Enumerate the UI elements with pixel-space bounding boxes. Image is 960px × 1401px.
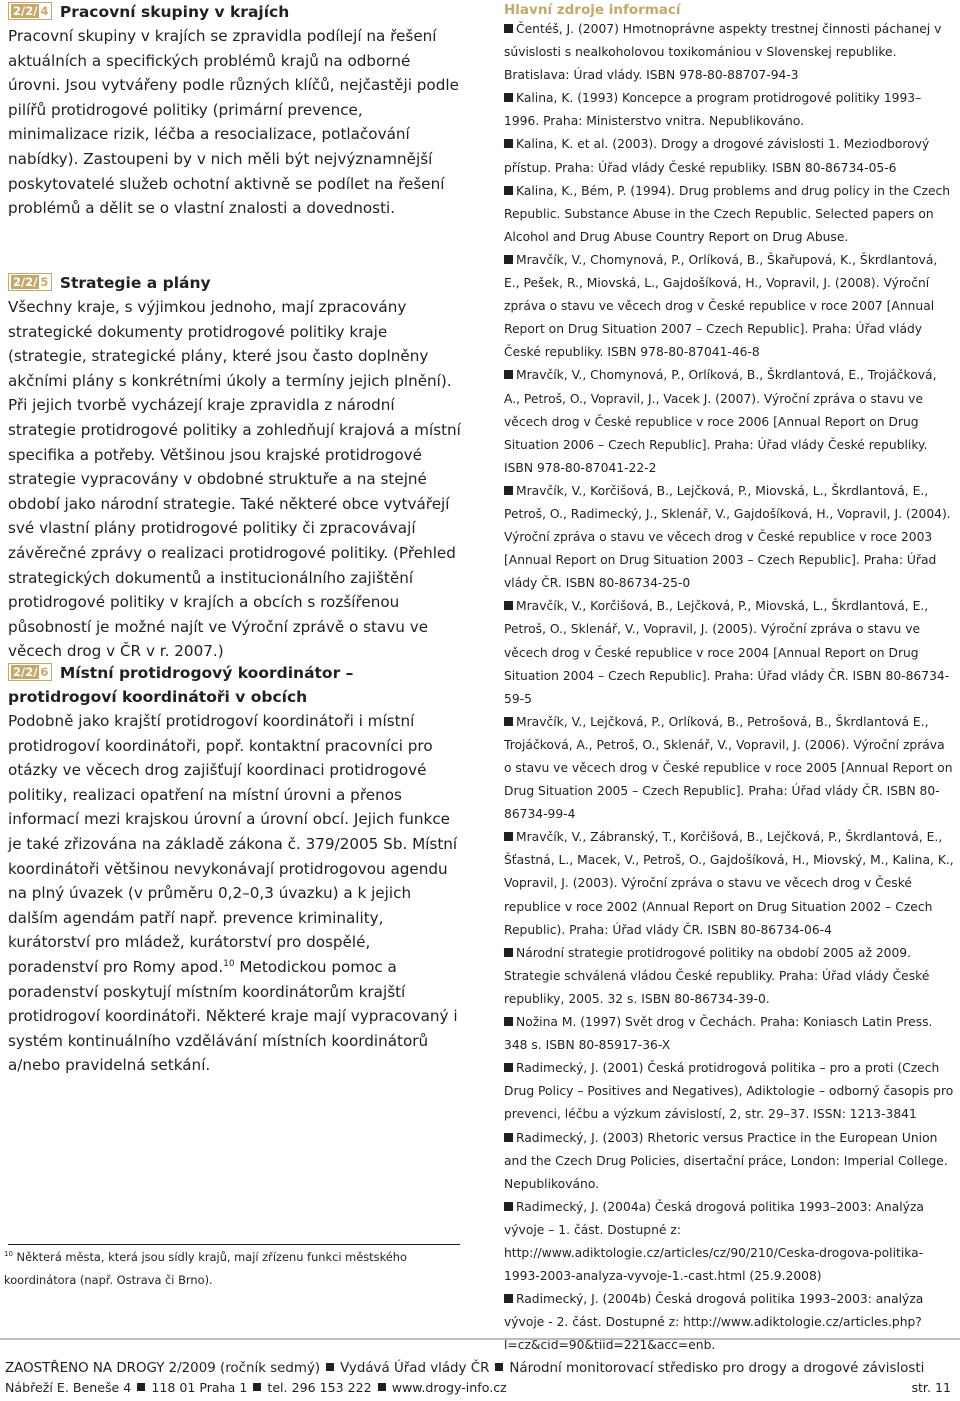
reference-item: Mravčík, V., Korčišová, B., Lejčková, P., Miovská, L., Škrdlantová, E., Petroš, O., Sklenář, V., Vopravil, J. (2005). Výroční zpráva o stavu ve věcech drog v České republice v roce 2004 [Annual Report on Drug Situation 2004 – Czech Republic]. Praha: Úřad vlády ČR. ISBN 80-86734-59-5 — [504, 599, 950, 706]
reference-item: Radimecký, J. (2004a) Česká drogová politika 1993–2003: Analýza vývoje – 1. část. Dostupné z: http://www.adiktologie.cz/articles/cz/90/210/Ceska-drogova-politika-1993-2003-analyza-vyvoje-1.-cast.html (25.9.2008) — [504, 1199, 924, 1284]
footer-line-1 — [5, 1360, 955, 1378]
section-heading — [8, 0, 464, 24]
reference-item: Radimecký, J. (2004b) Česká drogová politika 1993–2003: analýza vývoje - 2. část. Dostupné z: http://www.adiktologie.cz/articles.php?l=cz&cid=90&tiid=221&acc=enb. — [504, 1292, 924, 1353]
bullet-square-icon — [504, 1063, 513, 1072]
section-title: Pracovní skupiny v krajích — [59, 3, 290, 21]
reference-list — [504, 18, 956, 1357]
section-heading — [8, 271, 464, 295]
bullet-square-icon — [504, 370, 513, 379]
bullet-square-icon — [504, 601, 513, 610]
bullet-square-icon — [504, 24, 513, 33]
footer-line-2 — [5, 1379, 955, 1397]
bullet-square-icon — [504, 1202, 513, 1211]
separator-square-icon — [495, 1363, 503, 1371]
section-title: Místní protidrogový koordinátor – protidrogoví koordinátoři v obcích — [8, 664, 354, 706]
reference-item: Mravčík, V., Lejčková, P., Orlíková, B., Petrošová, B., Škrdlantová E., Trojáčková, A., Petroš, O., Sklenář, V., Vopravil, J. (2006). Výroční zpráva o stavu ve věcech drog v České republice v roce 2005 [Annual Report on Drug Situation 2005 – Czech Republic]. Praha: Úřad vlády ČR. ISBN 80-86734-99-4 — [504, 714, 953, 822]
bullet-square-icon — [504, 1294, 513, 1303]
section-title: Strategie a plány — [59, 274, 211, 292]
reference-item: Mravčík, V., Zábranský, T., Korčišová, B., Lejčková, P., Škrdlantová, E., Šťastná, L., Macek, V., Petroš, O., Gajdošíková, H., Miovský, M., Kalina, K., Vopravil, J. (2003). Výroční zpráva o stavu ve věcech drog v České republice v roce 2002 (Annual Report on Drug Situation 2002 – Czech Republic). Praha: Úřad vlády ČR. ISBN 80-86734-06-4 — [504, 830, 954, 937]
reference-item: Čentéš, J. (2007) Hmotnoprávne aspekty trestnej činnosti páchanej v súvislosti s nealkoholovou toxikomániou v Slovenskej republike. Bratislava: Úrad vlády. ISBN 978-80-88707-94-3 — [504, 22, 942, 83]
section-badge: 2/2/ 5 — [8, 273, 52, 291]
section-text: Podobně jako krajští protidrogoví koordinátoři i místní protidrogoví koordinátoři, popř. kontaktní pracovníci pro otázky ve věcech drog zajišťují koordinaci protidrogové politiky, realizaci opatření na místní úrovni a přenos informací mezi krajskou úrovní a úrovní obcí. Jejich funkce je také zřizována na základě zákona č. 379/2005 Sb. Místní koordinátoři většinou nevykonávají protidrogovou agendu na plný úvazek (v průměru 0,2–0,3 úvazku) a k jejich dalším agendám patří např. prevence kriminality, kurátorství pro mládež, kurátorství pro dospělé, poradenství pro Romy apod.$^{10}$ Metodickou pomoc a poradenství poskytují místním koordinátorům krajští protidrogoví koordinátoři. Některé kraje mají vypracovaný i systém kontinuálního vzdělávání místních koordinátorů a/nebo pravidelná setkání. — [8, 712, 458, 1075]
bullet-square-icon — [504, 486, 513, 495]
footer-center: Národní monitorovací středisko pro drogy a drogové závislosti — [509, 1361, 925, 1376]
right-column — [504, 0, 956, 1357]
section-text: Všechny kraje, s výjimkou jednoho, mají zpracovány strategické dokumenty protidrogové politiky kraje (strategie, strategické plány, které jsou často doplněny akčními plány s konkrétními úkoly a termíny jejich plnění). Při jejich tvorbě vycházejí kraje zpravidla z národní strategie protidrogové politiky a zohledňují krajová a místní specifika a potřeby. Většinou jsou krajské protidrogové strategie vypracovány v obdobné struktuře a na stejné období jako národní strategie. Také některé obce vytvářejí své vlastní plány protidrogové politiky či zpracovávají závěrečné zprávy o realizaci protidrogové politiky. (Přehled strategických dokumentů a institucionálního zajištění protidrogové politiky v krajích a obcích s rozšířenou působností je možné najít ve Výroční zprávě o stavu ve věcech drog v ČR v r. 2007.) — [8, 298, 461, 661]
footer-publisher: Vydává Úřad vlády ČR — [340, 1361, 490, 1376]
reference-item: Mravčík, V., Korčišová, B., Lejčková, P., Miovská, L., Škrdlantová, E., Petroš, O., Radimecký, J., Sklenář, V., Gajdošíková, H., Vopravil, J. (2004). Výroční zpráva o stavu ve věcech drog v České republice v roce 2003 [Annual Report on Drug Situation 2003 – Czech Republic]. Praha: Úřad vlády ČR. ISBN 80-86734-25-0 — [504, 483, 951, 591]
footer-city: 118 01 Praha 1 — [151, 1380, 248, 1395]
separator-square-icon — [137, 1383, 145, 1391]
section-heading — [8, 661, 464, 709]
reference-item: Radimecký, J. (2003) Rhetoric versus Practice in the European Union and the Czech Drug Policies, disertační práce, London: Imperial College. Nepublikováno. — [504, 1130, 948, 1191]
footnote-divider — [8, 1244, 460, 1245]
separator-square-icon — [378, 1383, 386, 1391]
bullet-square-icon — [504, 1017, 513, 1026]
footer-divider — [0, 1338, 960, 1340]
section-badge: 2/2/ 4 — [8, 2, 52, 20]
bullet-square-icon — [504, 93, 513, 102]
separator-square-icon — [253, 1383, 261, 1391]
footnote: $^{10}$ Některá města, která jsou sídly krajů, mají zřízenu funkci městského koordinátora (např. Ostrava či Brno). — [4, 1250, 407, 1287]
footnote-ref: 10 — [223, 958, 235, 969]
section-2-2-4 — [8, 0, 464, 221]
bullet-square-icon — [504, 717, 513, 726]
footer-phone: tel. 296 153 222 — [267, 1380, 372, 1395]
footnote-number: 10 — [4, 1250, 13, 1259]
footer-journal: ZAOSTŘENO NA DROGY 2/2009 (ročník sedmý) — [5, 1361, 321, 1376]
bullet-square-icon — [504, 255, 513, 264]
page-number: str. 11 — [911, 1380, 951, 1395]
footer-street: Nábřeží E. Beneše 4 — [5, 1380, 132, 1395]
reference-item: Radimecký, J. (2001) Česká protidrogová politika – pro a proti (Czech Drug Policy – Positives and Negatives), Adiktologie – odborný časopis pro prevenci, léčbu a výzkum závislostí, 2, str. 29–37. ISSN: 1213-3841 — [504, 1061, 954, 1122]
reference-item: Kalina, K. (1993) Koncepce a program protidrogové politiky 1993–1996. Praha: Ministerstvo vnitra. Nepublikováno. — [504, 91, 922, 129]
reference-item: Mravčík, V., Chomynová, P., Orlíková, B., Škařupová, K., Škrdlantová, E., Pešek, R., Miovská, L., Gajdošíková, H., Vopravil, J. (2008). Výroční zpráva o stavu ve věcech drog v České republice v roce 2007 [Annual Report on Drug Situation 2007 – Czech Republic]. Praha: Úřad vlády České republiky. ISBN 978-80-87041-46-8 — [504, 252, 938, 360]
reference-item: Kalina, K., Bém, P. (1994). Drug problems and drug policy in the Czech Republic. Substance Abuse in the Czech Republic. Selected papers on Alcohol and Drug Abuse Country Report on Drug Abuse. — [504, 183, 951, 244]
reference-item: Národní strategie protidrogové politiky na období 2005 až 2009. Strategie schválená vládou České republiky. Praha: Úřad vlády České republiky, 2005. 32 s. ISBN 80-86734-39-0. — [504, 945, 930, 1006]
reference-item: Nožina M. (1997) Svět drog v Čechách. Praha: Koniasch Latin Press. 348 s. ISBN 80-85917-36-X — [504, 1015, 933, 1053]
section-2-2-6 — [8, 661, 464, 1078]
section-badge: 2/2/ 6 — [8, 663, 52, 681]
reference-item: Kalina, K. et al. (2003). Drogy a drogové závislosti 1. Meziodborový přístup. Praha: Úřad vlády České republiky. ISBN 80-86734-05-6 — [504, 137, 930, 175]
bullet-square-icon — [504, 186, 513, 195]
reference-item: Mravčík, V., Chomynová, P., Orlíková, B., Škrdlantová, E., Trojáčková, A., Petroš, O., Vopravil, J., Vacek J. (2007). Výroční zpráva o stavu ve věcech drog v České republice v roce 2006 [Annual Report on Drug Situation 2006 – Czech Republic]. Praha: Úřad vlády České republiky. ISBN 978-80-87041-22-2 — [504, 368, 937, 475]
bullet-square-icon — [504, 832, 513, 841]
separator-square-icon — [326, 1363, 334, 1371]
bullet-square-icon — [504, 139, 513, 148]
bullet-square-icon — [504, 1133, 513, 1142]
sources-heading: Hlavní zdroje informací — [504, 2, 681, 18]
section-text: Pracovní skupiny v krajích se zpravidla podílejí na řešení aktuálních a specifických problémů krajů na odborné úrovni. Jsou vytvářeny podle různých klíčů, nejčastěji podle pilířů protidrogové politiky (primární prevence, minimalizace rizik, léčba a resocializace, potlačování nabídky). Zastoupeni by v nich měli být nejvýznamnější poskytovatelé služeb ochotní aktivně se podílet na řešení problémů a dělit se o vlastní znalosti a dovednosti. — [8, 27, 459, 218]
bullet-square-icon — [504, 948, 513, 957]
section-2-2-5 — [8, 271, 464, 664]
footer-website-link[interactable]: www.drogy-info.cz — [391, 1380, 507, 1395]
